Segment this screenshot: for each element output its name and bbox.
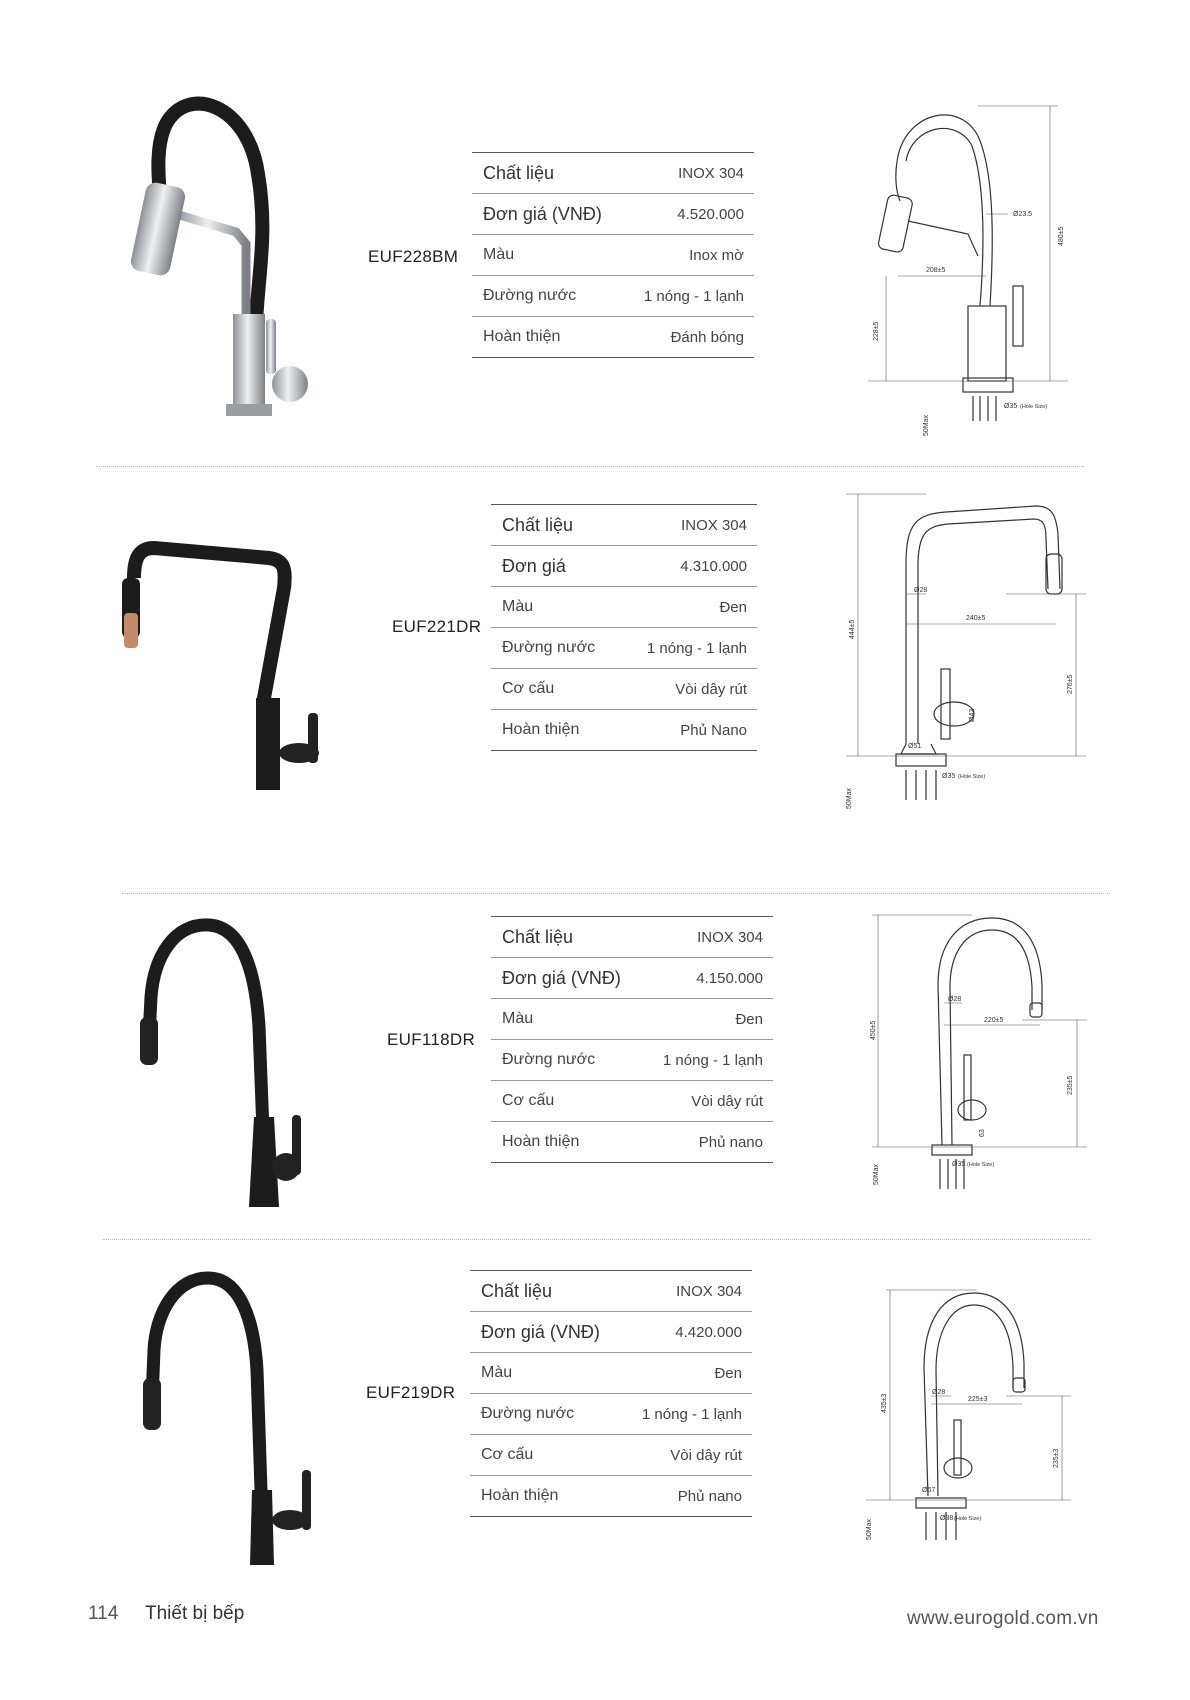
spec-label: Màu — [483, 246, 515, 263]
spec-label: Chất liệu — [502, 514, 574, 535]
spec-table — [470, 1270, 752, 1517]
spec-label: Đường nước — [483, 287, 577, 304]
dim-label: 240±5 — [966, 615, 986, 622]
technical-drawing-euf221dr — [846, 494, 1086, 814]
spec-label: Chất liệu — [481, 1280, 553, 1301]
product-photo-euf228bm — [118, 84, 328, 434]
spec-value: Phủ nano — [698, 1133, 763, 1151]
spec-row-material — [470, 1271, 752, 1312]
dim-label: Ø28 — [948, 996, 962, 1003]
dim-label: 235±5 — [1067, 1075, 1074, 1095]
spec-value: Inox mờ — [689, 246, 744, 264]
spec-row-water — [491, 628, 757, 669]
spec-value: 4.310.000 — [680, 557, 747, 575]
dim-label: Ø28 — [914, 587, 928, 594]
spec-label: Đơn giá (VNĐ) — [481, 1321, 600, 1342]
section-divider — [122, 893, 1110, 894]
spec-value: INOX 304 — [681, 516, 747, 534]
spec-label: Màu — [502, 1010, 534, 1027]
spec-label: Cơ cấu — [502, 680, 555, 697]
spec-label: Hoàn thiện — [502, 721, 580, 738]
dim-label: 444±5 — [849, 619, 856, 639]
spec-label: Đơn giá (VNĐ) — [483, 203, 602, 224]
section-divider — [96, 466, 1084, 467]
dim-label: 480±5 — [1058, 226, 1065, 246]
spec-table — [472, 152, 754, 358]
spec-label: Đường nước — [502, 1051, 596, 1068]
dim-label: Ø35 — [952, 1161, 966, 1168]
dim-label: (Hole Size) — [967, 1162, 995, 1168]
dim-label: Ø23.5 — [1013, 211, 1033, 218]
spec-row-price — [491, 546, 757, 587]
spec-table — [491, 504, 757, 751]
dim-label: 50Max — [846, 787, 853, 809]
spec-label: Đường nước — [481, 1405, 575, 1422]
spec-row-mechanism — [491, 1081, 773, 1122]
technical-drawing-euf118dr — [872, 915, 1092, 1195]
dim-label: Ø42 — [969, 708, 976, 722]
spec-value: Đen — [719, 598, 747, 616]
spec-table — [491, 916, 773, 1163]
spec-row-color — [472, 235, 754, 276]
spec-label: Cơ cấu — [481, 1446, 534, 1463]
spec-row-price — [472, 194, 754, 235]
spec-label: Hoàn thiện — [483, 328, 561, 345]
product-code: EUF221DR — [392, 617, 482, 636]
spec-value: Đen — [714, 1364, 742, 1382]
spec-label: Chất liệu — [502, 926, 574, 947]
spec-value: Vòi dây rút — [670, 1446, 742, 1464]
dim-label: 450±5 — [870, 1020, 877, 1040]
dim-label: 50Max — [873, 1163, 880, 1185]
product-photo-euf221dr — [104, 508, 334, 803]
spec-row-finish — [470, 1476, 752, 1517]
spec-value: 1 nóng - 1 lạnh — [646, 639, 747, 657]
product-code: EUF228BM — [368, 247, 459, 266]
dim-label: Ø51 — [908, 743, 922, 750]
product-code: EUF219DR — [366, 1383, 456, 1402]
technical-drawing-euf228bm — [868, 106, 1078, 436]
technical-drawing-euf219dr — [866, 1288, 1086, 1558]
dim-label: (Hole Size) — [958, 774, 986, 780]
spec-label: Đơn giá — [502, 555, 566, 576]
spec-value: Đánh bóng — [670, 328, 744, 346]
dim-label: 435±3 — [881, 1393, 888, 1413]
dim-label: 235±3 — [1053, 1448, 1060, 1468]
spec-label: Hoàn thiện — [481, 1487, 559, 1504]
dim-label: Ø35 — [1004, 403, 1018, 410]
spec-row-finish — [491, 1122, 773, 1163]
spec-label: Hoàn thiện — [502, 1133, 580, 1150]
spec-row-mechanism — [470, 1435, 752, 1476]
spec-row-mechanism — [491, 669, 757, 710]
dim-label: 50Max — [923, 414, 930, 436]
spec-value: INOX 304 — [678, 164, 744, 182]
spec-value: 1 nóng - 1 lạnh — [662, 1051, 763, 1069]
product-photo-euf219dr — [132, 1270, 332, 1575]
spec-value: 4.150.000 — [696, 969, 763, 987]
spec-value: INOX 304 — [697, 928, 763, 946]
website-url[interactable]: www.eurogold.com.vn — [907, 1608, 1099, 1629]
dim-label: 63 — [979, 1129, 986, 1137]
spec-row-material — [491, 917, 773, 958]
spec-label: Màu — [502, 598, 534, 615]
dim-label: 208±5 — [926, 267, 946, 274]
spec-value: Vòi dây rút — [675, 680, 747, 698]
product-code: EUF118DR — [387, 1030, 476, 1049]
spec-value: Vòi dây rút — [691, 1092, 763, 1110]
dim-label: Ø57 — [922, 1487, 936, 1494]
dim-label: 225±3 — [968, 1396, 988, 1403]
spec-row-color — [470, 1353, 752, 1394]
spec-value: Phủ nano — [677, 1487, 742, 1505]
page-number: 114 — [88, 1603, 119, 1624]
spec-row-material — [491, 505, 757, 546]
dim-label: (Hole Size) — [1020, 404, 1048, 410]
spec-row-price — [470, 1312, 752, 1353]
spec-row-water — [470, 1394, 752, 1435]
spec-value: 1 nóng - 1 lạnh — [643, 287, 744, 305]
spec-row-water — [491, 1040, 773, 1081]
spec-value: 4.520.000 — [677, 205, 744, 223]
spec-value: Đen — [735, 1010, 763, 1028]
spec-row-color — [491, 999, 773, 1040]
dim-label: Ø28 — [932, 1389, 946, 1396]
spec-row-finish — [491, 710, 757, 751]
spec-label: Màu — [481, 1364, 513, 1381]
dim-label: 276±5 — [1067, 674, 1074, 694]
dim-label: Ø35 — [942, 773, 956, 780]
spec-row-finish — [472, 317, 754, 358]
spec-row-water — [472, 276, 754, 317]
dim-label: 220±5 — [984, 1017, 1004, 1024]
spec-value: 1 nóng - 1 lạnh — [641, 1405, 742, 1423]
section-title: Thiết bị bếp — [145, 1603, 245, 1624]
spec-row-material — [472, 153, 754, 194]
dim-label: (Hole Size) — [954, 1516, 982, 1522]
dim-label: 50Max — [866, 1518, 873, 1540]
spec-label: Đường nước — [502, 639, 596, 656]
spec-value: INOX 304 — [676, 1282, 742, 1300]
product-photo-euf118dr — [114, 917, 324, 1222]
spec-row-price — [491, 958, 773, 999]
dim-label: 228±5 — [873, 321, 880, 341]
dim-label: Ø38 — [940, 1515, 954, 1522]
section-divider — [103, 1239, 1091, 1240]
spec-value: 4.420.000 — [675, 1323, 742, 1341]
spec-label: Chất liệu — [483, 162, 555, 183]
spec-label: Cơ cấu — [502, 1092, 555, 1109]
spec-row-color — [491, 587, 757, 628]
spec-label: Đơn giá (VNĐ) — [502, 967, 621, 988]
spec-value: Phủ Nano — [680, 721, 747, 739]
